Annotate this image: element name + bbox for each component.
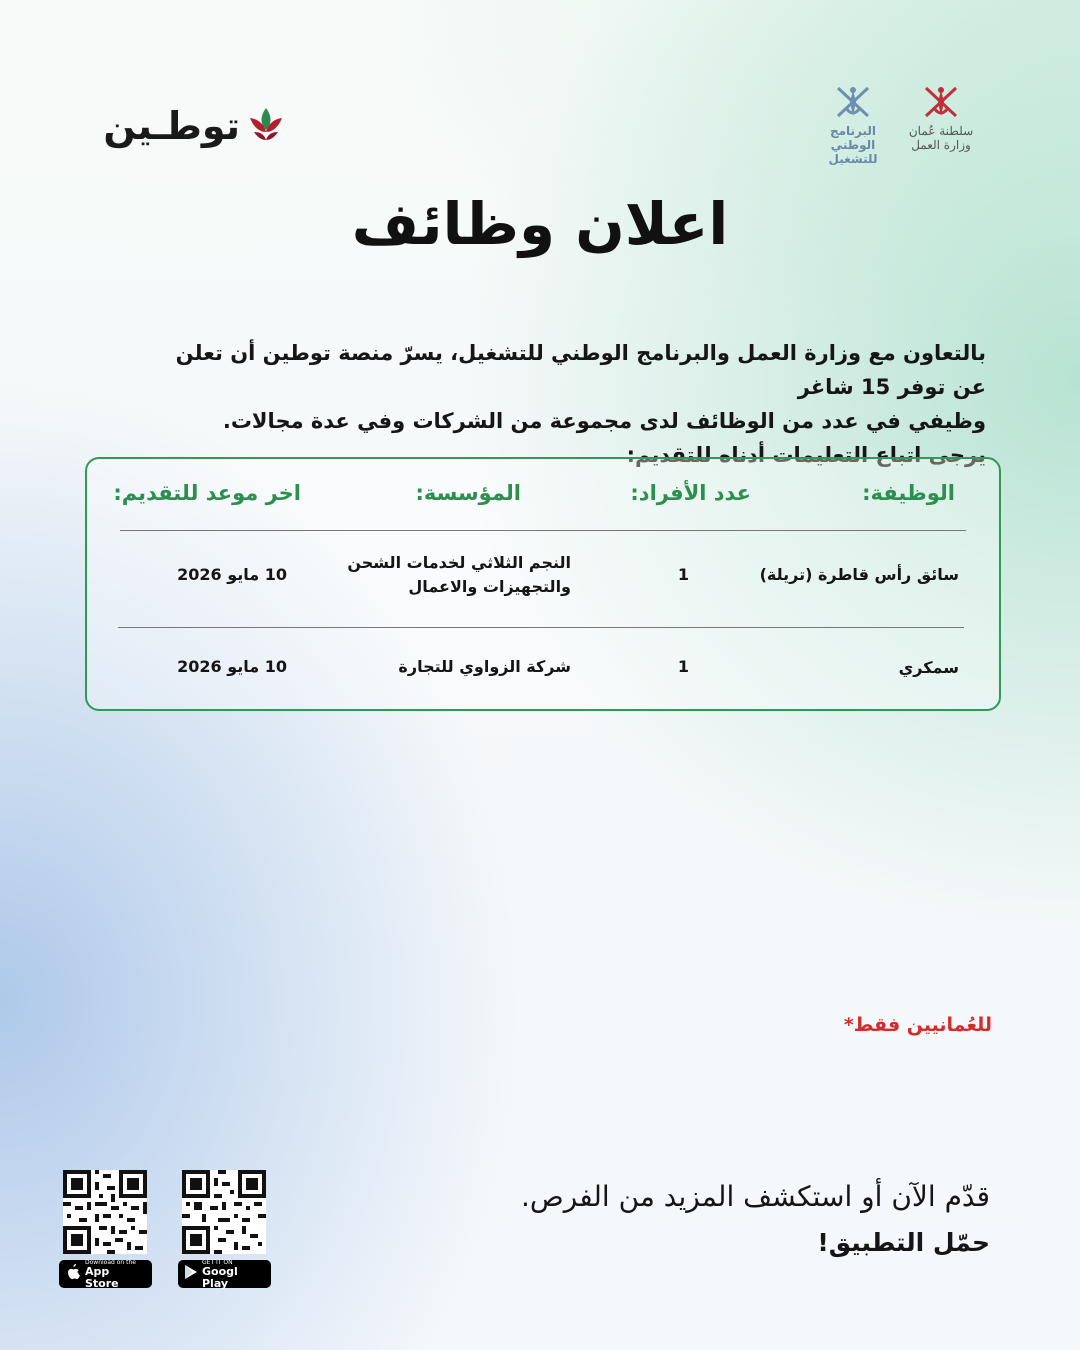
google-play-big-text: Googl Play <box>202 1264 238 1290</box>
row-divider <box>118 627 964 628</box>
job-title: سمكري <box>898 658 959 677</box>
intro-line-3: يرجى اتباع التعليمات أدناه للتقديم: <box>626 443 986 467</box>
government-logos <box>800 82 980 166</box>
google-play-small-text: GET IT ON <box>202 1258 233 1266</box>
national-employment-program-logo <box>808 82 898 166</box>
jobs-table <box>85 457 1001 711</box>
app-store-big-text: App Store <box>85 1264 119 1290</box>
header-job: الوظيفة: <box>862 481 955 505</box>
company-name <box>347 551 571 599</box>
header-divider <box>120 530 966 531</box>
google-play-qr-code[interactable] <box>182 1170 266 1254</box>
deadline-date: 10 مايو 2026 <box>177 657 287 676</box>
download-app-text: حمّل التطبيق! <box>817 1228 990 1257</box>
header-count: عدد الأفراد: <box>630 481 751 505</box>
ministry-label-line2: وزارة العمل <box>911 138 971 152</box>
company-name-line2: والتجهيزات والاعمال <box>408 577 571 596</box>
ministry-label-line1: سلطنة عُمان <box>908 124 974 138</box>
omani-only-notice: للعُمانيين فقط* <box>843 1014 992 1036</box>
header-company: المؤسسة: <box>415 481 521 505</box>
job-count: 1 <box>677 657 689 676</box>
khanjar-emblem-icon <box>920 82 962 124</box>
intro-line-1: بالتعاون مع وزارة العمل والبرنامج الوطني للتشغيل، يسرّ منصة توطين أن تعلن عن توفر 15 شاغر <box>175 341 986 399</box>
app-store-button[interactable] <box>59 1260 152 1288</box>
google-play-button[interactable] <box>178 1260 271 1288</box>
ministry-of-labour-logo <box>896 82 986 162</box>
intro-paragraph <box>156 336 986 472</box>
tawteen-logo <box>96 96 286 156</box>
company-name: شركة الزواوي للتجارة <box>398 657 571 676</box>
job-title: سائق رأس قاطرة (تريلة) <box>759 565 959 584</box>
khanjar-emblem-icon <box>832 82 874 124</box>
header-deadline: اخر موعد للتقديم: <box>113 481 301 505</box>
app-store-small-text: Download on the <box>85 1258 136 1266</box>
company-name-line1: النجم الثلاثي لخدمات الشحن <box>347 553 571 572</box>
deadline-date: 10 مايو 2026 <box>177 565 287 584</box>
intro-line-2: وظيفي في عدد من الوظائف لدى مجموعة من الشركات وفي عدة مجالات. <box>222 409 986 433</box>
job-count: 1 <box>677 565 689 584</box>
tawteen-flower-icon <box>246 104 286 148</box>
nep-label-line2: للتشغيل <box>828 152 878 166</box>
cta-text: قدّم الآن أو استكشف المزيد من الفرص. <box>521 1180 990 1213</box>
brand-name: توطـين <box>103 104 240 148</box>
apple-icon <box>65 1263 81 1285</box>
nep-label-line1: البرنامج الوطني <box>829 124 877 152</box>
app-store-qr-code[interactable] <box>63 1170 147 1254</box>
play-icon <box>184 1264 198 1284</box>
page-title: اعلان وظائف <box>351 190 729 258</box>
